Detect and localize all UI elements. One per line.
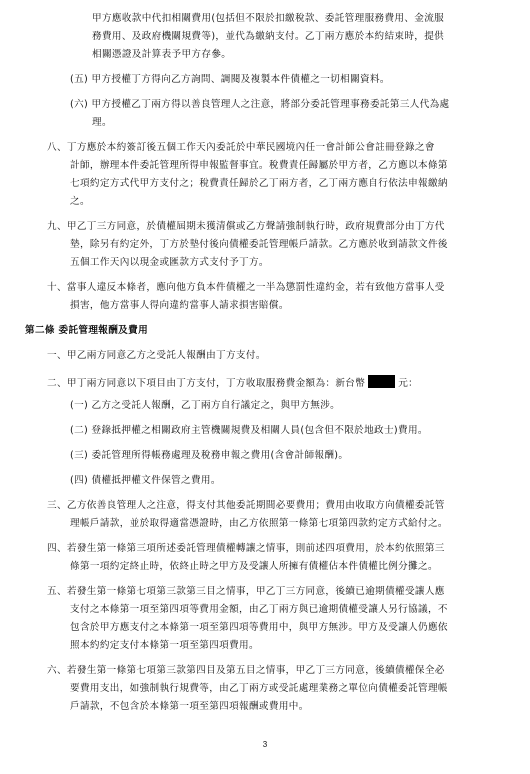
text-line: (二) 登錄抵押權之相關政府主管機關規費及相關人員(包含但不限於地政士)費用。	[70, 425, 428, 436]
text-line: 十、當事人違反本條者，應向他方負本件債權之一半為懲罰性違約金，若有致他方當事人受	[47, 282, 445, 293]
text-line: 之。	[70, 196, 90, 207]
text-line: 五、若發生第一條第七項第三款第三目之情事，甲乙丁三方同意，後續已逾期債權受讓人應	[47, 586, 445, 597]
redaction-box	[368, 375, 395, 388]
text-line: 務費用、及政府機關規費等)，並代為繳納支付。乙丁兩方應於本約結束時，提供	[92, 31, 445, 42]
page-number: 3	[262, 740, 268, 749]
text-line: (三) 委託管理所得帳務處理及稅務申報之費用(含會計師報酬)。	[70, 450, 349, 461]
text-line: (六) 甲方授權乙丁兩方得以善良管理人之注意，將部分委託管理事務委託第三人代為處	[70, 99, 450, 110]
text-line: 墊，除另有約定外，丁方於墊付後向債權委託管理帳戶請款。乙方應於收到請款文件後	[70, 239, 448, 250]
text-line: 三、乙方依善良管理人之注意，得支付其他委託期間必要費用；費用由收取方向債權委託管	[47, 500, 445, 511]
text-line	[47, 375, 418, 390]
text-line-segment: 元：	[398, 378, 419, 389]
text-line: 六、若發生第一條第七項第三款第四目及第五目之情事，甲乙丁三方同意，後續債權保全必	[47, 665, 445, 676]
text-line: 一、甲乙兩方同意乙方之受託人報酬由丁方支付。	[47, 350, 266, 361]
text-line: (四) 債權抵押權文件保管之費用。	[70, 475, 221, 486]
text-line: 相關憑證及計算表予甲方存參。	[92, 49, 232, 60]
text-line: 要費用支出，如強制執行規費等，由乙丁兩方或受託處理業務之單位向債權委託管理帳	[70, 683, 448, 694]
text-line: 七項約定方式代甲方支付之；稅費責任歸於乙丁兩方者，乙丁兩方應自行依法申報繳納	[70, 178, 448, 189]
text-line: 計師，辦理本件委託管理所得申報監督事宜。稅費責任歸屬於甲方者，乙方應以本條第	[70, 160, 448, 171]
text-line: 條第一項約定終止時，依終止時之甲方及受讓人所擁有債權佔本件債權比例分攤之。	[70, 561, 438, 572]
text-line: 甲方應收款中代扣相關費用(包括但不限於扣繳稅款、委託管理服務費用、金流服	[92, 13, 445, 24]
text-line-segment: 二、甲丁兩方同意以下項目由丁方支付，丁方收取服務費金額為：新台幣	[47, 378, 366, 389]
text-line: 九、甲乙丁三方同意，於債權屆期未獲清償或乙方聲請強制執行時，政府規費部分由丁方代	[47, 221, 445, 232]
text-line: 戶請款，不包含於本條第一項至第四項報酬或費用中。	[70, 701, 309, 712]
text-line: 理帳戶請款，並於取得適當憑證時，由乙方依照第一條第七項第四款約定方式給付之。	[70, 518, 448, 529]
text-line: (一) 乙方之受託人報酬，乙丁兩方自行議定之，與甲方無涉。	[70, 400, 341, 411]
text-line: 四、若發生第一條第三項所述委託管理債權轉讓之情事，則前述四項費用，於本約依照第三	[47, 543, 445, 554]
section-heading: 第二條 委託管理報酬及費用	[25, 325, 149, 336]
text-line: 照本約約定支付本條第一項至第四項費用。	[70, 640, 259, 651]
text-line: (五) 甲方授權丁方得向乙方詢問、調閱及複製本件債權之一切相關資料。	[70, 74, 390, 85]
text-line: 五個工作天內以現金或匯款方式支付予丁方。	[70, 257, 269, 268]
text-line: 八、丁方應於本約簽訂後五個工作天內委託於中華民國境內任一會計師公會註冊登錄之會	[47, 142, 435, 153]
text-line: 包含於甲方應支付之本條第一項至第四項等費用中，與甲方無涉。甲方及受讓人仍應依	[70, 622, 448, 633]
text-line: 理。	[92, 117, 112, 128]
text-line: 損害，他方當事人得向違約當事人請求損害賠償。	[70, 300, 289, 311]
text-line: 支付之本條第一項至第四項等費用金額，由乙丁兩方與已逾期債權受讓人另行協議，不	[70, 604, 448, 615]
